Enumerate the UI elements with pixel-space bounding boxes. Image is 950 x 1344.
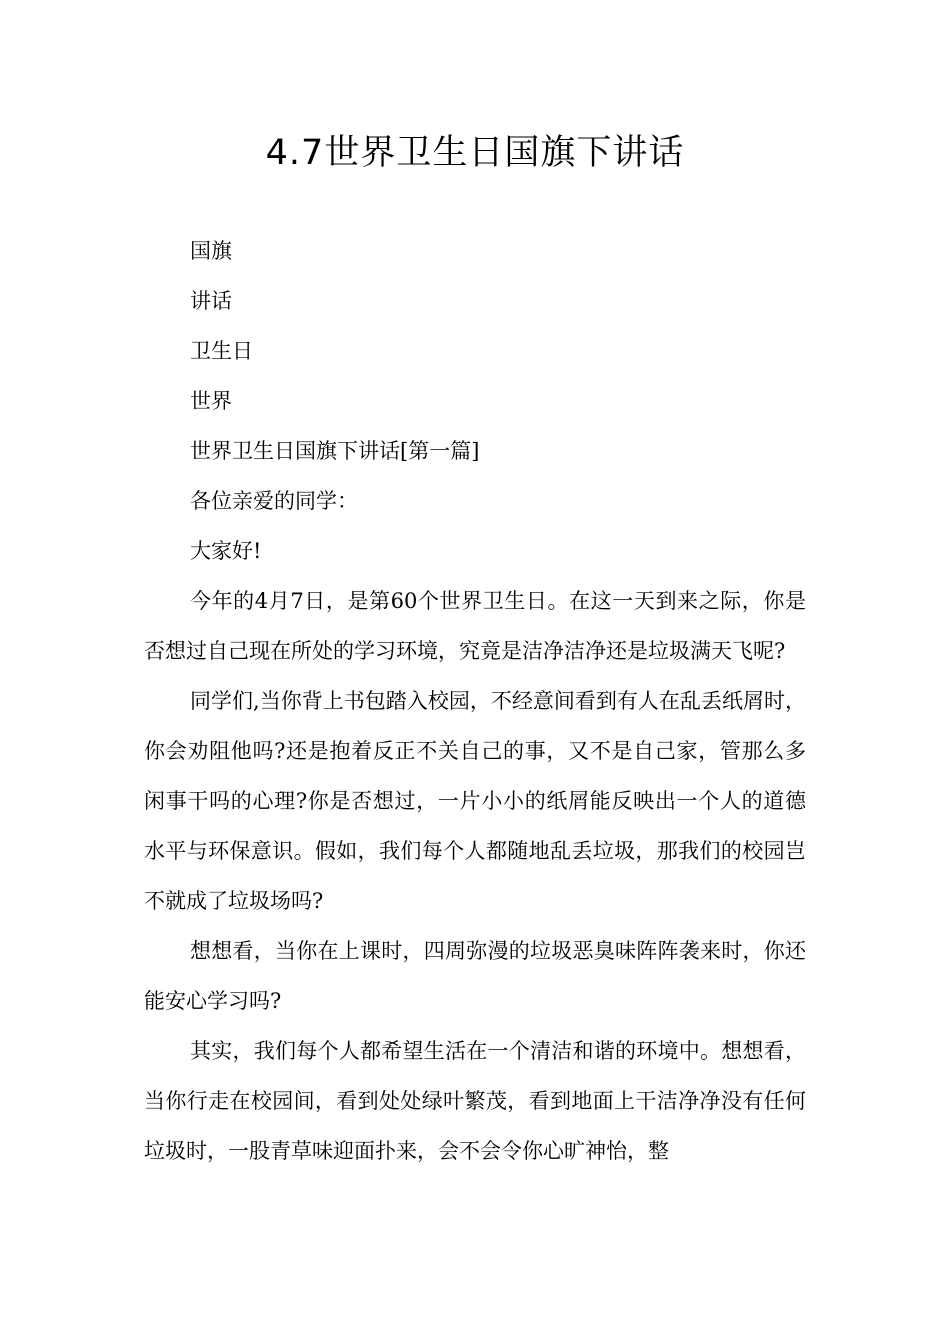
salutation: 各位亲爱的同学： <box>190 489 358 513</box>
document-body <box>144 226 806 1176</box>
keyword-line: 讲话 <box>190 289 232 313</box>
keyword-line: 国旗 <box>190 239 232 263</box>
section-heading: 世界卫生日国旗下讲话[第一篇] <box>190 439 480 463</box>
body-paragraph: 同学们,当你背上书包踏入校园，不经意间看到有人在乱丢纸屑时，你会劝阻他吗?还是抱着反正不关自己的事，又不是自己家，管那么多闲事干吗的心理?你是否想过，一片小小的纸屑能反映出一个人的道德水平与环保意识。假如，我们每个人都随地乱丢垃圾，那我们的校园岂不就成了垃圾场吗? <box>144 689 806 913</box>
greeting: 大家好! <box>190 539 262 563</box>
document-title: 4.7世界卫生日国旗下讲话 <box>265 133 685 173</box>
keyword-line: 卫生日 <box>190 339 253 363</box>
body-paragraph: 其实，我们每个人都希望生活在一个清洁和谐的环境中。想想看，当你行走在校园间，看到处处绿叶繁茂，看到地面上干洁净净没有任何垃圾时，一股青草味迎面扑来，会不会令你心旷神怡，整 <box>144 1039 806 1163</box>
body-paragraph: 今年的4月7日，是第60个世界卫生日。在这一天到来之际，你是否想过自己现在所处的学习环境，究竟是洁净洁净还是垃圾满天飞呢? <box>144 589 806 663</box>
keyword-line: 世界 <box>190 389 232 413</box>
body-paragraph: 想想看，当你在上课时，四周弥漫的垃圾恶臭味阵阵袭来时，你还能安心学习吗? <box>144 939 806 1013</box>
